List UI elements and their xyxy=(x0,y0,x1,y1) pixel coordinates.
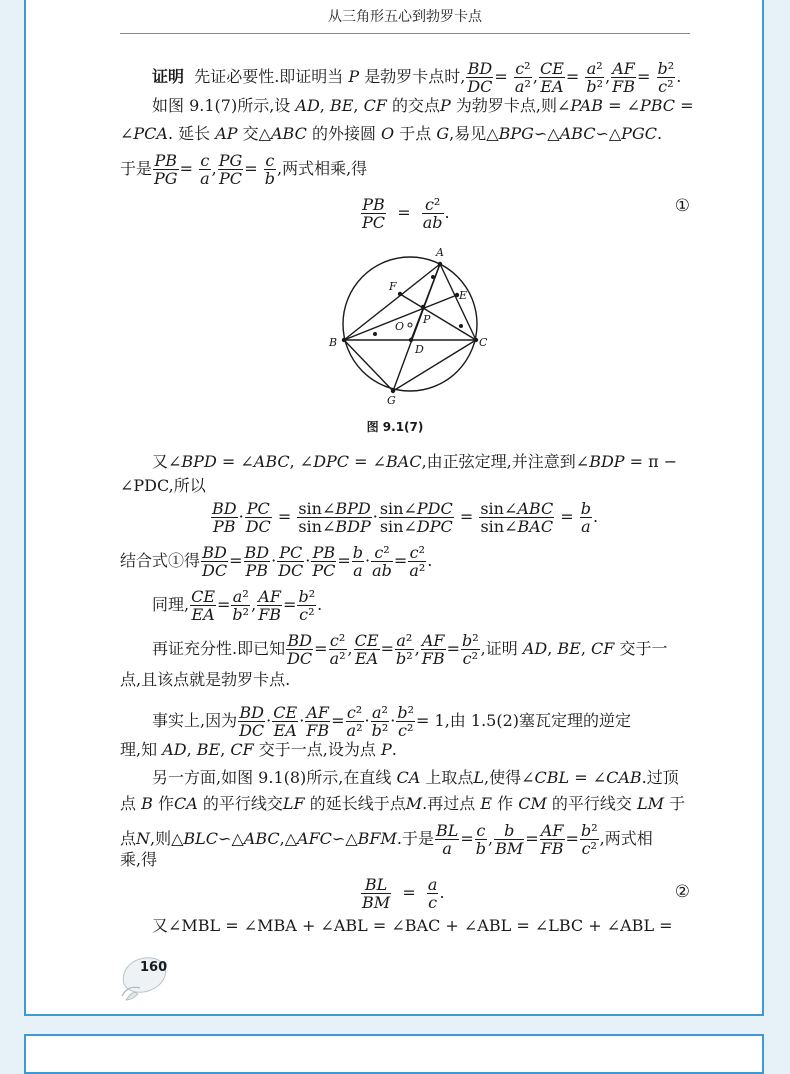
text-seg: 延长 xyxy=(178,124,211,143)
label-P: P xyxy=(423,313,431,326)
text-seg: 于点 xyxy=(399,124,432,143)
label-C: C xyxy=(479,336,488,349)
label-D: D xyxy=(415,343,424,356)
line-10: 再证充分性.即已知 $\frac{BD}{DC}$ = $\frac{\text{c²}}{\text{a²}}$ , $\frac{CE}{EA}$ = $\frac{\text{a²}}{\text{b²}}$ , $\frac{AF}{FB}$ = $\frac{\text{b²}}{\text{c²}}$ ,证明 AD, BE, CF 交于一 xyxy=(152,631,668,668)
line-4: 于是 $\frac{PB}{PG}$ = $\frac{c}{a}$ , $\frac{PG}{PC}$ = $\frac{c}{b}$ ,两式相乘,得 xyxy=(120,151,368,188)
line-12: 事实上,因为 $\frac{BD}{DC}$ · $\frac{CE}{EA}$ · $\frac{AF}{FB}$ = $\frac{\text{c²}}{\text{a²}}$ · $\frac{\text{a²}}{\text{b²}}$ · $\frac{\text{b²}}{\text{c²}}$ = 1,由 1.5(2)塞瓦定理的逆定 xyxy=(152,703,632,740)
page-number: 160 xyxy=(140,960,168,975)
line-9: 同理, $\frac{CE}{EA}$ = $\frac{\text{a²}}{\text{b²}}$ , $\frac{AF}{FB}$ = $\frac{\text{b²}}{\text{c²}}$ . xyxy=(152,587,323,624)
line-2: 如图 9.1(7)所示,设 AD, BE, CF 的交点P 为勃罗卡点,则∠PAB = ∠PBC = xyxy=(152,96,694,115)
text-seg: 的平行线交 xyxy=(202,794,283,813)
figure-caption: 图 9.1(7) xyxy=(366,420,424,434)
text-seg: ,△ xyxy=(279,829,298,848)
text-seg: 是勃罗卡点时, xyxy=(364,67,466,86)
equation-number-1: ① xyxy=(674,196,690,216)
text-seg: 上取点 xyxy=(425,768,474,787)
line-3: ∠PCA. 延长 AP 交△ABC 的外接圆 O 于点 G,易见△BPG∽△ABC∽△PGC. xyxy=(120,124,663,143)
label-G: G xyxy=(387,394,396,407)
text-seg: 交于一点,设为点 xyxy=(258,740,376,759)
text-seg: .再过点 xyxy=(422,794,476,813)
line-15: 点 B 作CA 的平行线交LF 的延长线于点M.再过点 E 作 CM 的平行线交 LM 于 xyxy=(120,794,686,813)
equation-1: $\frac{PB}{PC}$ = $\frac{\text{c²}}{ab}$ . xyxy=(362,195,450,232)
text-seg: 交△ xyxy=(242,124,271,143)
text-seg: 另一方面,如图 9.1(8)所示,在直线 xyxy=(152,768,392,787)
text-seg: .过顶 xyxy=(641,768,679,787)
text-seg: 的交点 xyxy=(392,96,441,115)
line-19: 又∠MBL = ∠MBA + ∠ABL = ∠BAC + ∠ABL = ∠LBC + ∠ABL = xyxy=(152,916,673,935)
text-seg: 点 xyxy=(120,829,137,848)
line-6: ∠PDC,所以 xyxy=(120,476,206,495)
text-seg: ,两式相乘,得 xyxy=(277,159,368,178)
text-seg: 的延长线于点 xyxy=(309,794,406,813)
text-seg: 再证充分性.即已知 xyxy=(152,639,286,658)
equation-sine: $\frac{BD}{PB}$ · $\frac{PC}{DC}$ = sin∠BPD sin∠BDP · sin∠PDC sin∠DPC = sin∠ABC sin∠BAC = $\frac{b}{a}$ . xyxy=(212,499,599,536)
text-seg: 结合式①得 xyxy=(120,551,201,570)
figure-9-1-7 xyxy=(325,240,495,410)
line-13: 理,知 AD, BE, CF 交于一点,设为点 P. xyxy=(120,740,397,759)
equation-2: $\frac{BL}{BM}$ = $\frac{a}{c}$ . xyxy=(362,875,445,912)
text-seg: 事实上,因为 xyxy=(152,711,238,730)
label-F: F xyxy=(389,280,397,293)
text-seg: = 1,由 1.5(2)塞瓦定理的逆定 xyxy=(416,711,632,730)
text-seg: 作 xyxy=(157,794,174,813)
line-16: 点N,则△BLC∽△ABC,△AFC∽△BFM.于是 $\frac{BL}{a}$ = $\frac{c}{b}$ , $\frac{b}{BM}$ = $\frac{AF}{FB}$ = $\frac{\text{b²}}{\text{c²}}$ ,两式相 xyxy=(120,821,653,858)
text-seg: ,使得∠ xyxy=(484,768,535,787)
text-seg: 先证必要性.即证明当 xyxy=(194,67,344,86)
text-seg: 的外接圆 xyxy=(311,124,376,143)
label-B: B xyxy=(329,336,338,349)
line-11: 点,且该点就是勃罗卡点. xyxy=(120,670,291,689)
line-8: 结合式①得 $\frac{BD}{DC}$ = $\frac{BD}{PB}$ · $\frac{PC}{DC}$ · $\frac{PB}{PC}$ = $\frac{b}{a}$ · $\frac{\text{c²}}{ab}$ = $\frac{\text{c²}}{\text{a²}}$ . xyxy=(120,543,433,580)
text-seg: 如图 9.1(7)所示,设 xyxy=(152,96,291,115)
next-page-frame xyxy=(24,1034,764,1074)
proof-label: 证明 xyxy=(152,67,185,86)
equation-number-2: ② xyxy=(674,882,690,902)
text-seg: 交于一 xyxy=(619,639,668,658)
running-header: 从三角形五心到勃罗卡点 xyxy=(328,9,482,25)
label-O: O xyxy=(395,320,405,333)
header-rule xyxy=(120,33,690,34)
text-seg: 的平行线交 xyxy=(551,794,632,813)
text-seg: 理,知 xyxy=(120,740,158,759)
text-seg: ,由正弦定理,并注意到∠ xyxy=(421,452,590,471)
text-seg: 点 xyxy=(120,794,137,813)
text-seg: 于 xyxy=(669,794,686,813)
text-seg: 作 xyxy=(497,794,514,813)
text-seg: 于是 xyxy=(120,159,153,178)
line-17: 乘,得 xyxy=(120,850,158,869)
text-seg: ,则△ xyxy=(150,829,184,848)
label-E: E xyxy=(459,289,468,302)
line-14: 另一方面,如图 9.1(8)所示,在直线 CA 上取点L,使得∠CBL = ∠CAB.过顶 xyxy=(152,768,679,787)
proof-line-1: 证明 先证必要性.即证明当 P 是勃罗卡点时, $\frac{BD}{DC}$ = $\frac{\text{c²}}{\text{a²}}$ , $\frac{CE}{EA}$ = $\frac{\text{a²}}{\text{b²}}$ , $\frac{AF}{FB}$ = $\frac{\text{b²}}{\text{c²}}$ . xyxy=(152,59,682,96)
text-seg: ,证明 xyxy=(480,639,518,658)
line-5: 又∠BPD = ∠ABC, ∠DPC = ∠BAC,由正弦定理,并注意到∠BDP = π − xyxy=(152,452,678,471)
text-seg: .于是 xyxy=(396,829,434,848)
text-seg: 为勃罗卡点,则∠ xyxy=(455,96,571,115)
text-seg: ,两式相 xyxy=(599,829,653,848)
text-seg: 同理, xyxy=(152,595,190,614)
text-seg: 又∠ xyxy=(152,452,182,471)
text-seg: ,易见△ xyxy=(449,124,499,143)
label-A: A xyxy=(436,246,444,259)
